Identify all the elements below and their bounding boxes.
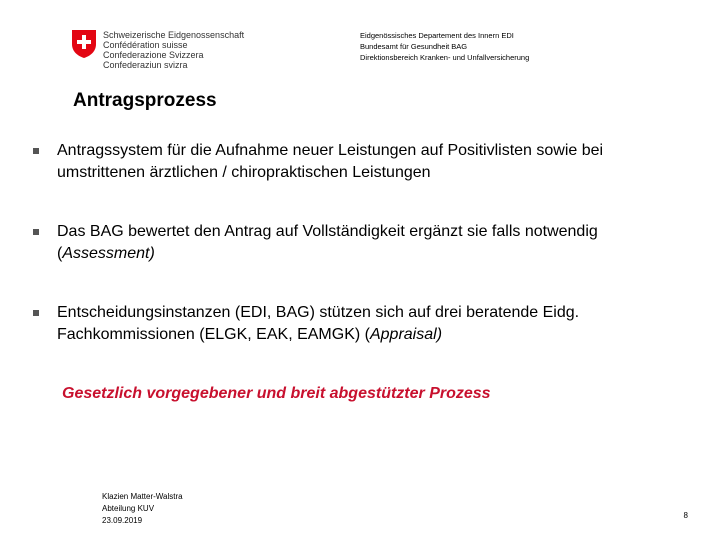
bullet-text: Das BAG bewertet den Antrag auf Vollständigkeit ergänzt sie falls notwendig ( — [57, 223, 598, 262]
bullet-item — [33, 302, 693, 346]
bullet-list — [33, 140, 693, 346]
department-info — [360, 30, 529, 63]
bullet-emphasis: Appraisal) — [369, 326, 443, 343]
department-line: Bundesamt für Gesundheit BAG — [360, 42, 468, 51]
logo-line: Confederaziun svizra — [103, 60, 188, 70]
bullet-text: Antragssystem für die Aufnahme neuer Leistungen auf Positivlisten sowie bei umstrittenen ärztlichen / chiropraktischen Leistungen — [57, 142, 604, 181]
footer-unit: Abteilung KUV — [102, 504, 155, 513]
confederation-names — [103, 30, 244, 70]
bullet-square-icon — [33, 310, 39, 316]
logo-line: Confederazione Svizzera — [103, 50, 204, 60]
bullet-square-icon — [33, 229, 39, 235]
highlight-statement: Gesetzlich vorgegebener und breit abgestützter Prozess — [62, 385, 491, 402]
department-line: Direktionsbereich Kranken- und Unfallversicherung — [360, 53, 530, 62]
slide-title: Antragsprozess — [73, 90, 217, 111]
bullet-text: Entscheidungsinstanzen (EDI, BAG) stützen sich auf drei beratende Eidg. Fachkommissionen (ELGK, EAK, EAMGK) ( — [57, 304, 580, 343]
footer-author: Klazien Matter-Walstra — [102, 492, 183, 501]
bullet-emphasis: Assessment) — [62, 245, 155, 262]
department-line: Eidgenössisches Departement des Innern EDI — [360, 31, 514, 40]
logo-line: Confédération suisse — [103, 40, 188, 50]
swiss-shield-logo-icon — [71, 29, 97, 59]
footer-info — [102, 491, 183, 527]
bullet-item — [33, 140, 693, 184]
bullet-square-icon — [33, 148, 39, 154]
footer-date: 23.09.2019 — [102, 516, 143, 525]
logo-line: Schweizerische Eidgenossenschaft — [103, 30, 245, 40]
bullet-item — [33, 221, 693, 265]
page-number: 8 — [683, 511, 688, 520]
